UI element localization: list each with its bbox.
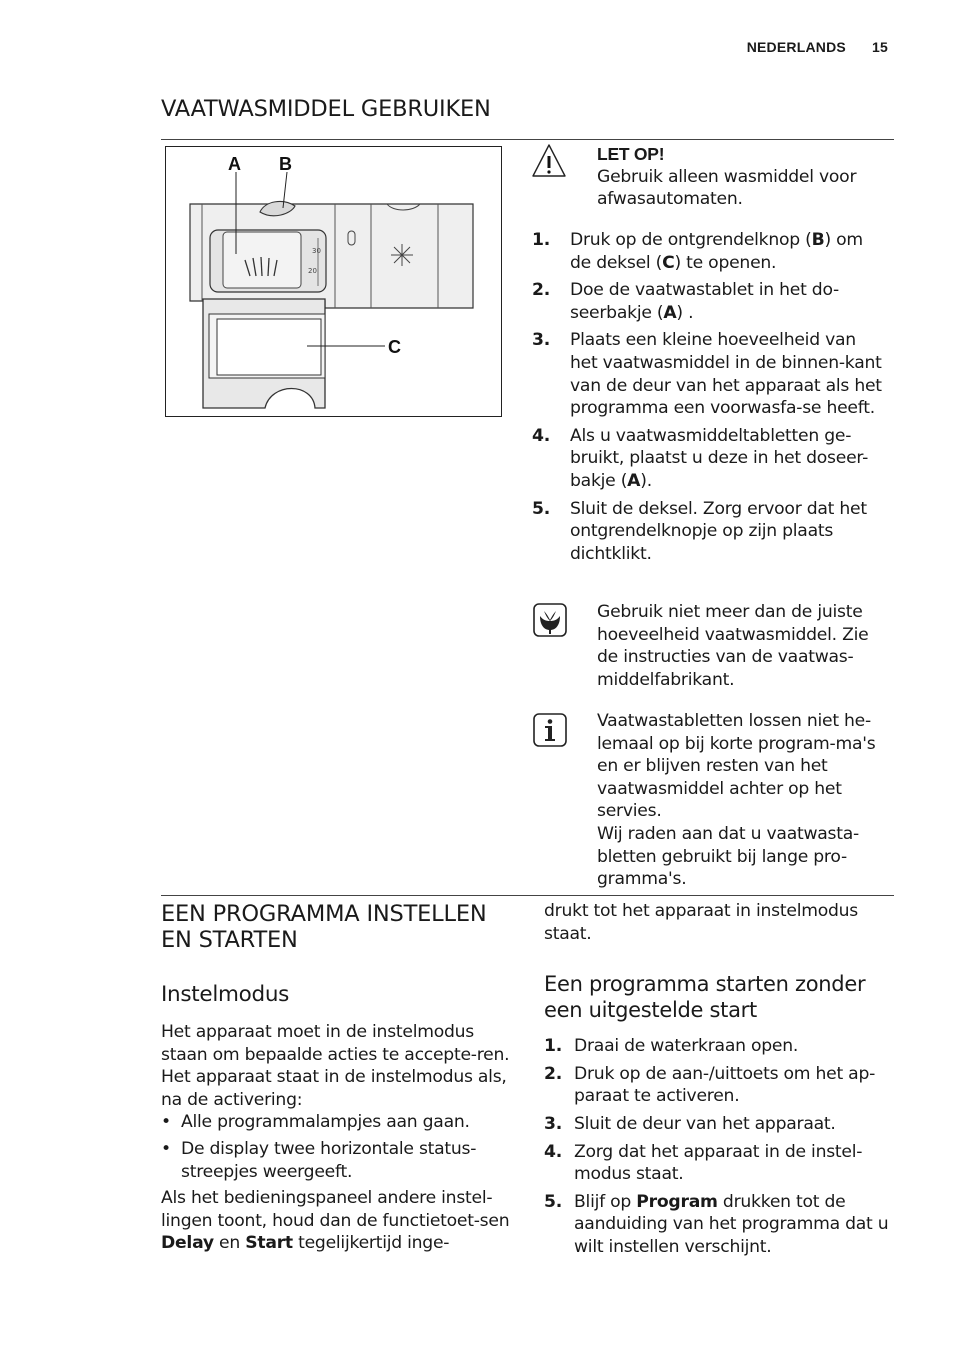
subsection-title-setup-mode: Instelmodus (161, 982, 290, 1007)
setup-mode-body (161, 1021, 516, 1255)
list-item: 4. Als u vaatwasmiddeltabletten ge-bruikt, plaatst u deze in het doseer-bakje (A). (532, 425, 869, 491)
list-item: 3. Sluit de deur van het apparaat. (544, 1113, 836, 1134)
info-icon (533, 713, 567, 747)
program-start-section (544, 900, 894, 1264)
dispenser-illustration (165, 146, 502, 417)
page-header (747, 39, 888, 55)
list-item: 1. Draai de waterkraan open. (544, 1036, 799, 1057)
detergent-steps (532, 229, 887, 570)
list-item: • Alle programmalampjes aan gaan. (161, 1111, 516, 1134)
warning-title: LET OP! (597, 144, 665, 164)
list-item: • De display twee horizontale status-streepjes weergeeft. (161, 1138, 516, 1183)
list-item: 1. Druk op de ontgrendelknop (B) om de deksel (C) te openen. (532, 230, 863, 273)
info-note-paragraph: Wij raden aan dat u vaatwasta-bletten gebruikt bij lange pro-gramma's. (597, 823, 859, 890)
list-item: 2. Druk op de aan-/uittoets om het ap-paraat te activeren. (544, 1063, 876, 1107)
paragraph: Als het bedieningspaneel andere instel-lingen toont, houd dan de functietoet-sen Delay en Start tegelijkertijd inge- (161, 1188, 510, 1254)
scale-30-label: 30 (312, 247, 321, 255)
subsection-title-start: Een programma starten zonder een uitgestelde start (544, 972, 866, 1023)
section-title-detergent: VAATWASMIDDEL GEBRUIKEN (161, 96, 491, 122)
warning-triangle-icon (532, 143, 566, 177)
page-number: 15 (872, 39, 888, 55)
list-item: 5. Sluit de deksel. Zorg ervoor dat het ontgrendelknopje op zijn plaats dichtklikt. (532, 498, 867, 564)
section-title-program: EEN PROGRAMMA INSTELLEN EN STARTEN (161, 901, 487, 953)
start-steps (544, 1035, 894, 1258)
environment-icon (533, 603, 567, 637)
section-divider (161, 139, 894, 140)
environment-note: Gebruik niet meer dan de juiste hoeveelheid vaatwasmiddel. Zie de instructies van de vaatwas-middelfabrikant. (597, 602, 869, 690)
paragraph-continued: drukt tot het apparaat in instelmodus staat. (544, 901, 858, 944)
list-item: 3. Plaats een kleine hoeveelheid van het vaatwasmiddel in de binnen-kant van de deur van het apparaat als het programma een voorwasfa-se heeft. (532, 330, 882, 419)
info-note (597, 710, 887, 891)
section-divider (161, 895, 894, 896)
label-b: B (279, 154, 292, 174)
info-note-paragraph: Vaatwastabletten lossen niet he-lemaal op bij korte program-ma's en er blijven resten van het vaatwasmiddel achter op het servies. (597, 711, 876, 822)
label-c: C (388, 337, 401, 357)
list-item: 4. Zorg dat het apparaat in de instel-modus staat. (544, 1141, 863, 1185)
paragraph: Het apparaat staat in de instelmodus als, na de activering: (161, 1067, 507, 1110)
list-item: 5. Blijf op Program drukken tot de aanduiding van het programma dat u wilt instellen verschijnt. (544, 1191, 889, 1257)
program-setup-section (161, 901, 516, 1255)
label-a: A (228, 154, 241, 174)
warning-text (597, 143, 887, 211)
warning-body: Gebruik alleen wasmiddel voor afwasautomaten. (597, 166, 857, 210)
list-item: 2. Doe de vaatwastablet in het do-seerbakje (A) . (532, 280, 839, 323)
language-label: NEDERLANDS (746, 39, 846, 55)
scale-20-label: 20 (308, 267, 317, 275)
paragraph: Het apparaat moet in de instelmodus staan om bepaalde acties te accepte-ren. (161, 1022, 510, 1065)
rinse-aid-star-icon (391, 244, 413, 266)
detergent-dispenser-figure (165, 146, 502, 417)
